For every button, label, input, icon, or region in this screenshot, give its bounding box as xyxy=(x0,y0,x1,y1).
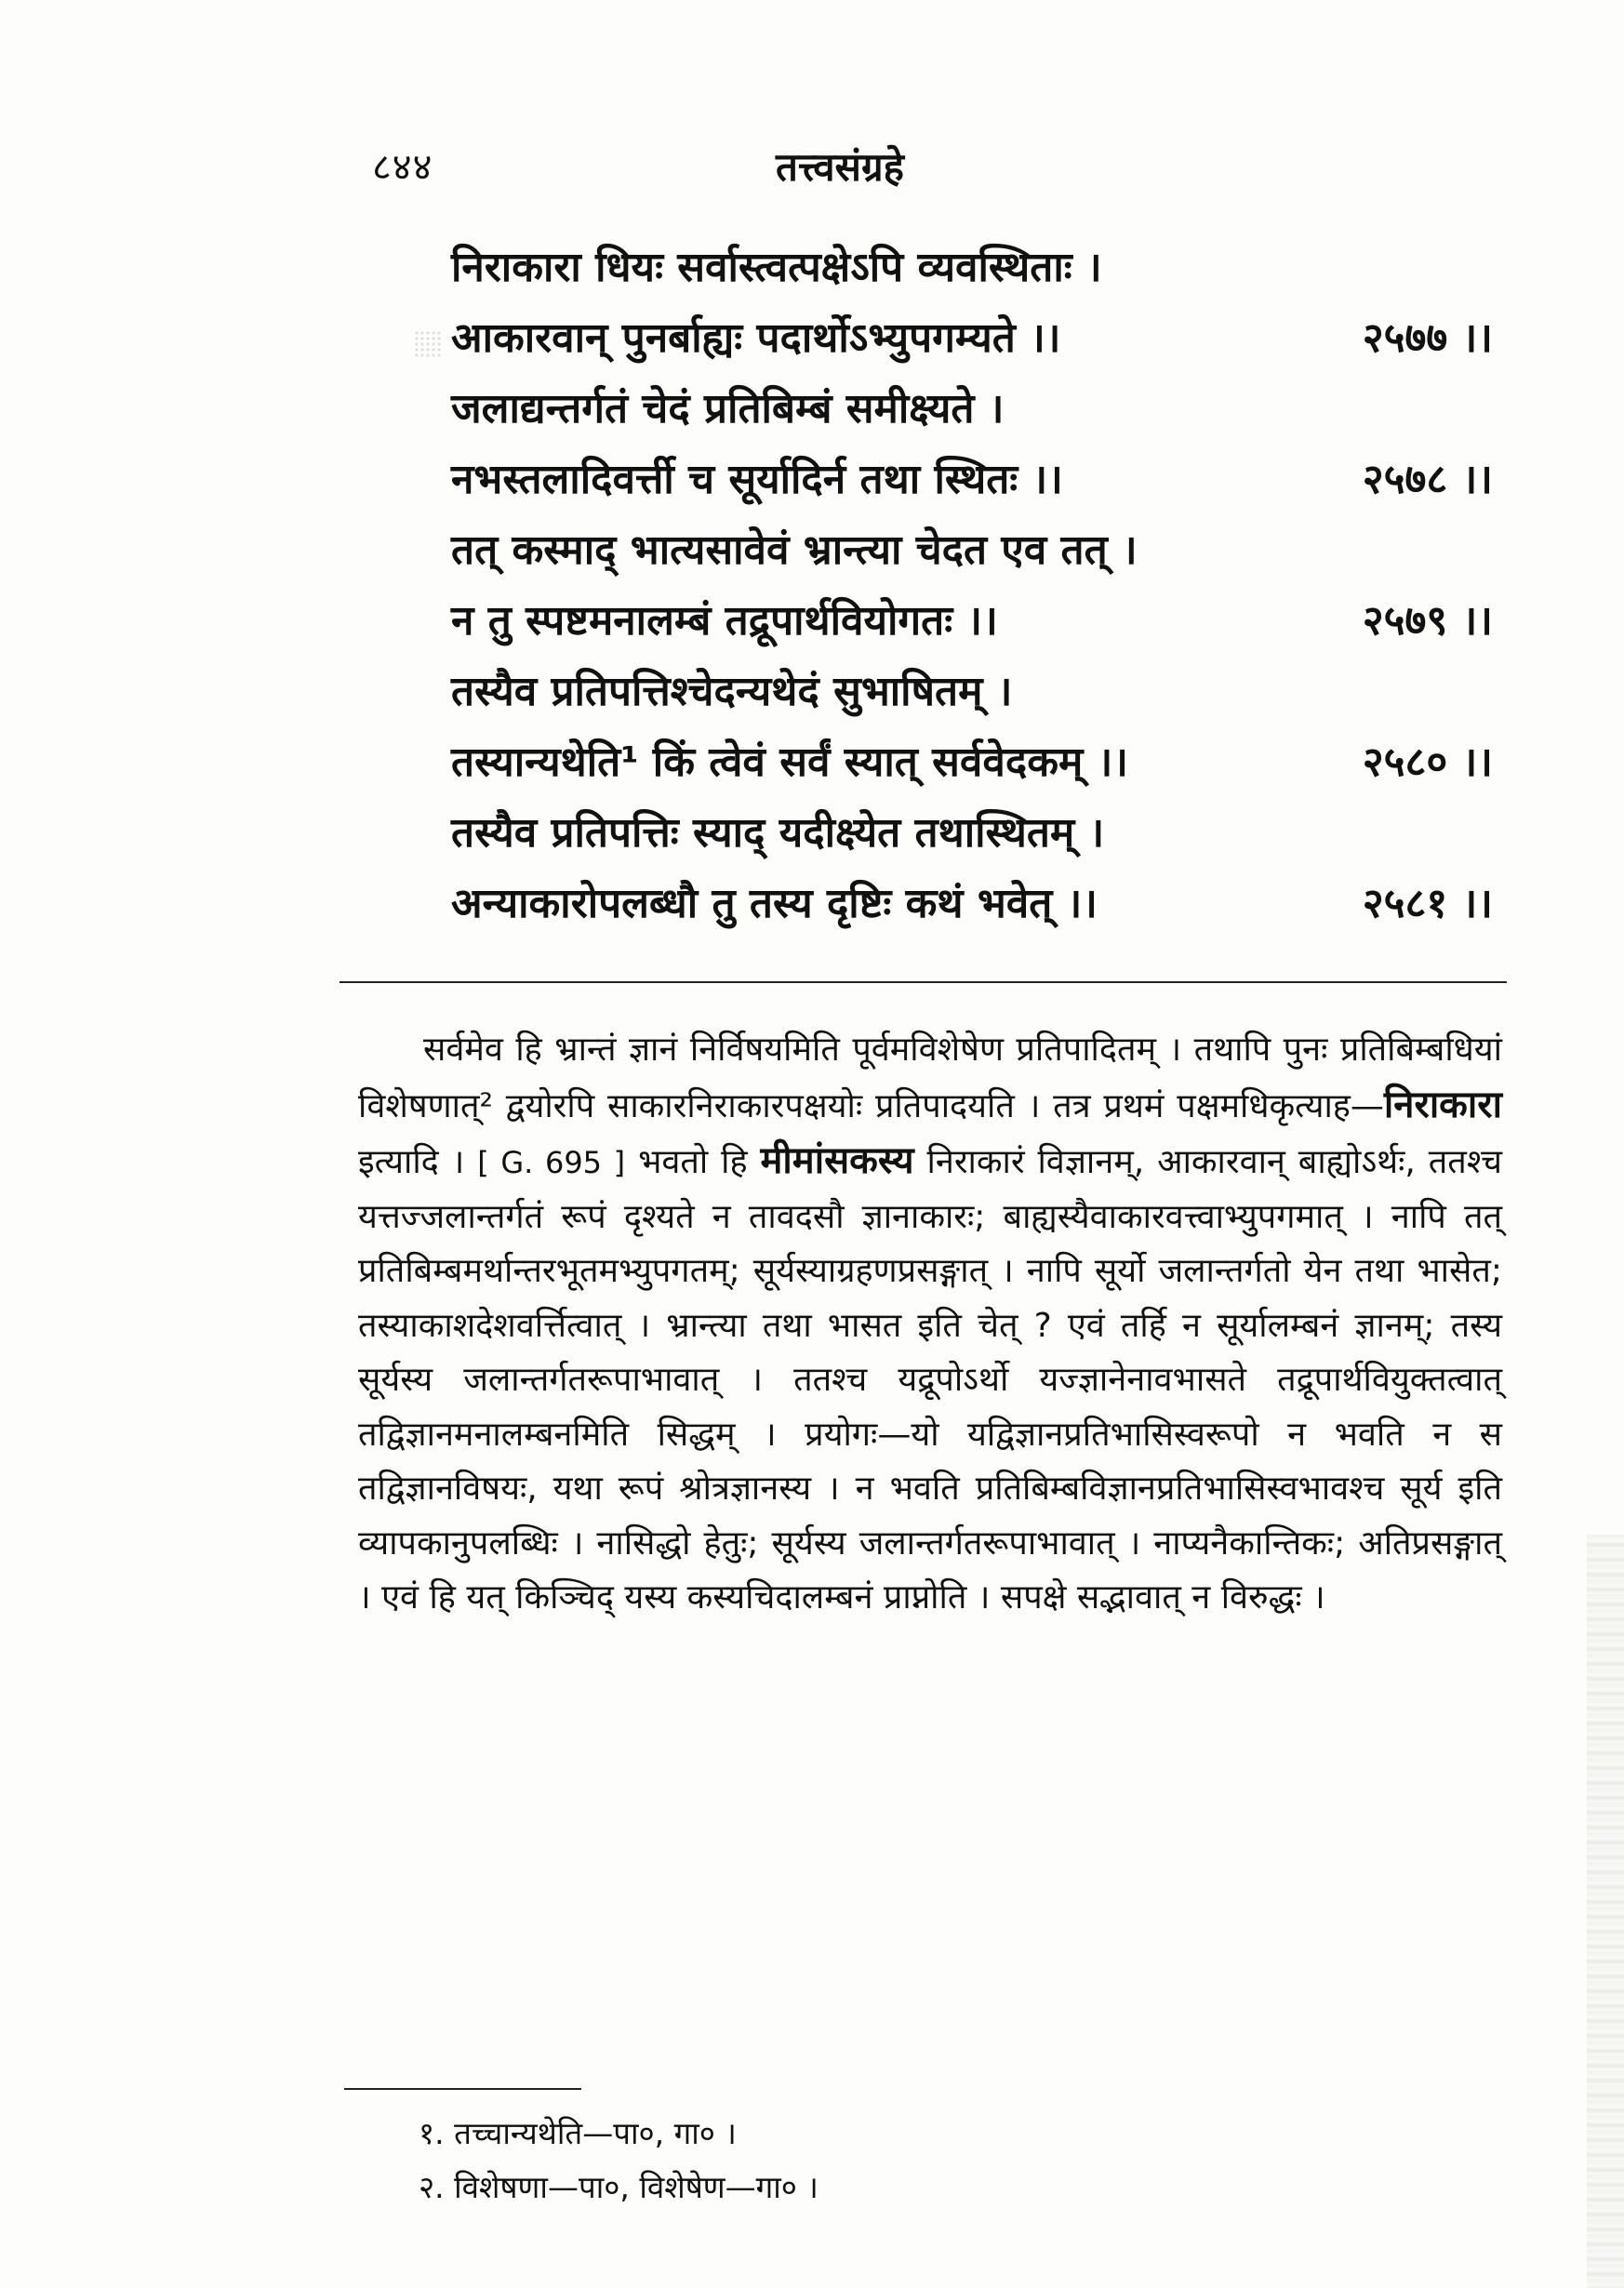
footnote: २. विशेषणा—पा०, विशेषेण—गा० । xyxy=(419,2169,819,2205)
verse-line xyxy=(451,237,1493,308)
verse-number: २५७८ ।। xyxy=(1362,456,1493,503)
verse-line xyxy=(451,591,1493,661)
footnotes xyxy=(419,2107,819,2215)
footnote-divider xyxy=(344,2088,581,2090)
verse-line xyxy=(451,449,1493,520)
verse-block xyxy=(451,237,1493,944)
verse-number: २५७९ ।। xyxy=(1362,597,1493,645)
verse-text: अन्याकारोपलब्धौ तु तस्य दृष्टिः कथं भवेत् ।। xyxy=(451,880,1098,927)
commentary-paragraph xyxy=(358,1023,1502,1626)
verse-text: निराकारा धियः सर्वास्त्वत्पक्षेऽपि व्यवस्थिताः । xyxy=(451,244,1102,291)
verse-text: जलाद्यन्तर्गतं चेदं प्रतिबिम्बं समीक्ष्यते । xyxy=(451,385,1005,432)
commentary-highlight: मीमांसकस्य xyxy=(760,1139,914,1182)
scan-edge-noise xyxy=(1587,1535,1624,2288)
verse-line xyxy=(451,873,1493,944)
verse-text: तत् कस्माद् भात्यसावेवं भ्रान्त्या चेदत एव तत् । xyxy=(451,526,1138,574)
page-reference: [ G. 695 ] xyxy=(477,1145,626,1180)
verse-text: तस्यैव प्रतिपत्तिः स्याद् यदीक्ष्येत तथास्थितम् । xyxy=(451,809,1105,857)
running-title: तत्त्वसंग्रहे xyxy=(776,144,904,190)
commentary-text: इत्यादि । xyxy=(358,1143,478,1181)
verse-number: २५८१ ।। xyxy=(1362,880,1493,927)
verse-text: तस्यैव प्रतिपत्तिश्चेदन्यथेदं सुभाषितम् । xyxy=(451,668,1013,715)
verse-line xyxy=(451,379,1493,449)
verse-number: २५८० ।। xyxy=(1362,738,1493,786)
commentary-text: भवतो हि xyxy=(625,1143,761,1181)
scan-speckle xyxy=(414,330,442,358)
verse-text: तस्यान्यथेति¹ किं त्वेवं सर्वं स्यात् सर्ववेदकम् ।। xyxy=(451,738,1128,786)
commentary-text: सर्वमेव हि भ्रान्तं ज्ञानं निर्विषयमिति पूर्वमविशेषेण प्रतिपादितम् । तथापि पुनः प्रतिबिम्बधियां विशेषणात्² द्वयोरपि साकारनिराकारपक्षयोः प्रतिपादयति । तत्र प्रथमं पक्षमधिकृत्याह— xyxy=(358,1031,1502,1125)
section-divider xyxy=(339,981,1507,983)
commentary-highlight: निराकारा xyxy=(1383,1083,1502,1126)
commentary xyxy=(358,1023,1502,1626)
verse-text: न तु स्पष्टमनालम्बं तद्रूपार्थवियोगतः ।। xyxy=(451,597,998,645)
verse-line xyxy=(451,732,1493,803)
page-number: ८४४ xyxy=(372,146,433,189)
verse-text: आकारवान् पुनर्बाह्यः पदार्थोऽभ्युपगम्यते ।। xyxy=(451,314,1061,362)
verse-line xyxy=(451,520,1493,591)
verse-line xyxy=(451,803,1493,873)
verse-line xyxy=(451,308,1493,379)
footnote: १. तच्चान्यथेति—पा०, गा० । xyxy=(419,2115,737,2151)
verse-number: २५७७ ।। xyxy=(1362,314,1493,362)
commentary-text: निराकारं विज्ञानम्, आकारवान् बाह्योऽर्थः, ततश्च यत्तज्जलान्तर्गतं रूपं दृश्यते न तावदसौ ज्ञानाकारः; बाह्यस्यैवाकारवत्त्वाभ्युपगमात् । नापि तत् प्रतिबिम्बमर्थान्तरभूतमभ्युपगतम्; सूर्यस्याग्रहणप्रसङ्गात् । नापि सूर्यो जलान्तर्गतो येन तथा भासेत; तस्याकाशदेशवर्त्तित्वात् । भ्रान्त्या तथा भासत इति चेत् ? एवं तर्हि न सूर्यालम्बनं ज्ञानम्; तस्य सूर्यस्य जलान्तर्गतरूपाभावात् । ततश्च यद्रूपोऽर्थो यज्ज्ञानेनावभासते तद्रूपार्थवियुक्तत्वात् तद्विज्ञानमनालम्बनमिति सिद्धम् । प्रयोगः—यो यद्विज्ञानप्रतिभासिस्वरूपो न भवति न स तद्विज्ञानविषयः, यथा रूपं श्रोत्रज्ञानस्य । न भवति प्रतिबिम्बविज्ञानप्रतिभासिस्वभावश्च सूर्य इति व्यापकानुपलब्धिः । नासिद्धो हेतुः; सूर्यस्य जलान्तर्गतरूपाभावात् । नाप्यनैकान्तिकः; अतिप्रसङ्गात् । एवं हि यत् किञ्चिद् यस्य कस्यचिदालम्बनं प्राप्नोति । सपक्षे सद्भावात् न विरुद्धः । xyxy=(358,1143,1502,1616)
verse-text: नभस्तलादिवर्त्ती च सूर्यादिर्न तथा स्थितः ।। xyxy=(451,456,1063,503)
verse-line xyxy=(451,661,1493,732)
